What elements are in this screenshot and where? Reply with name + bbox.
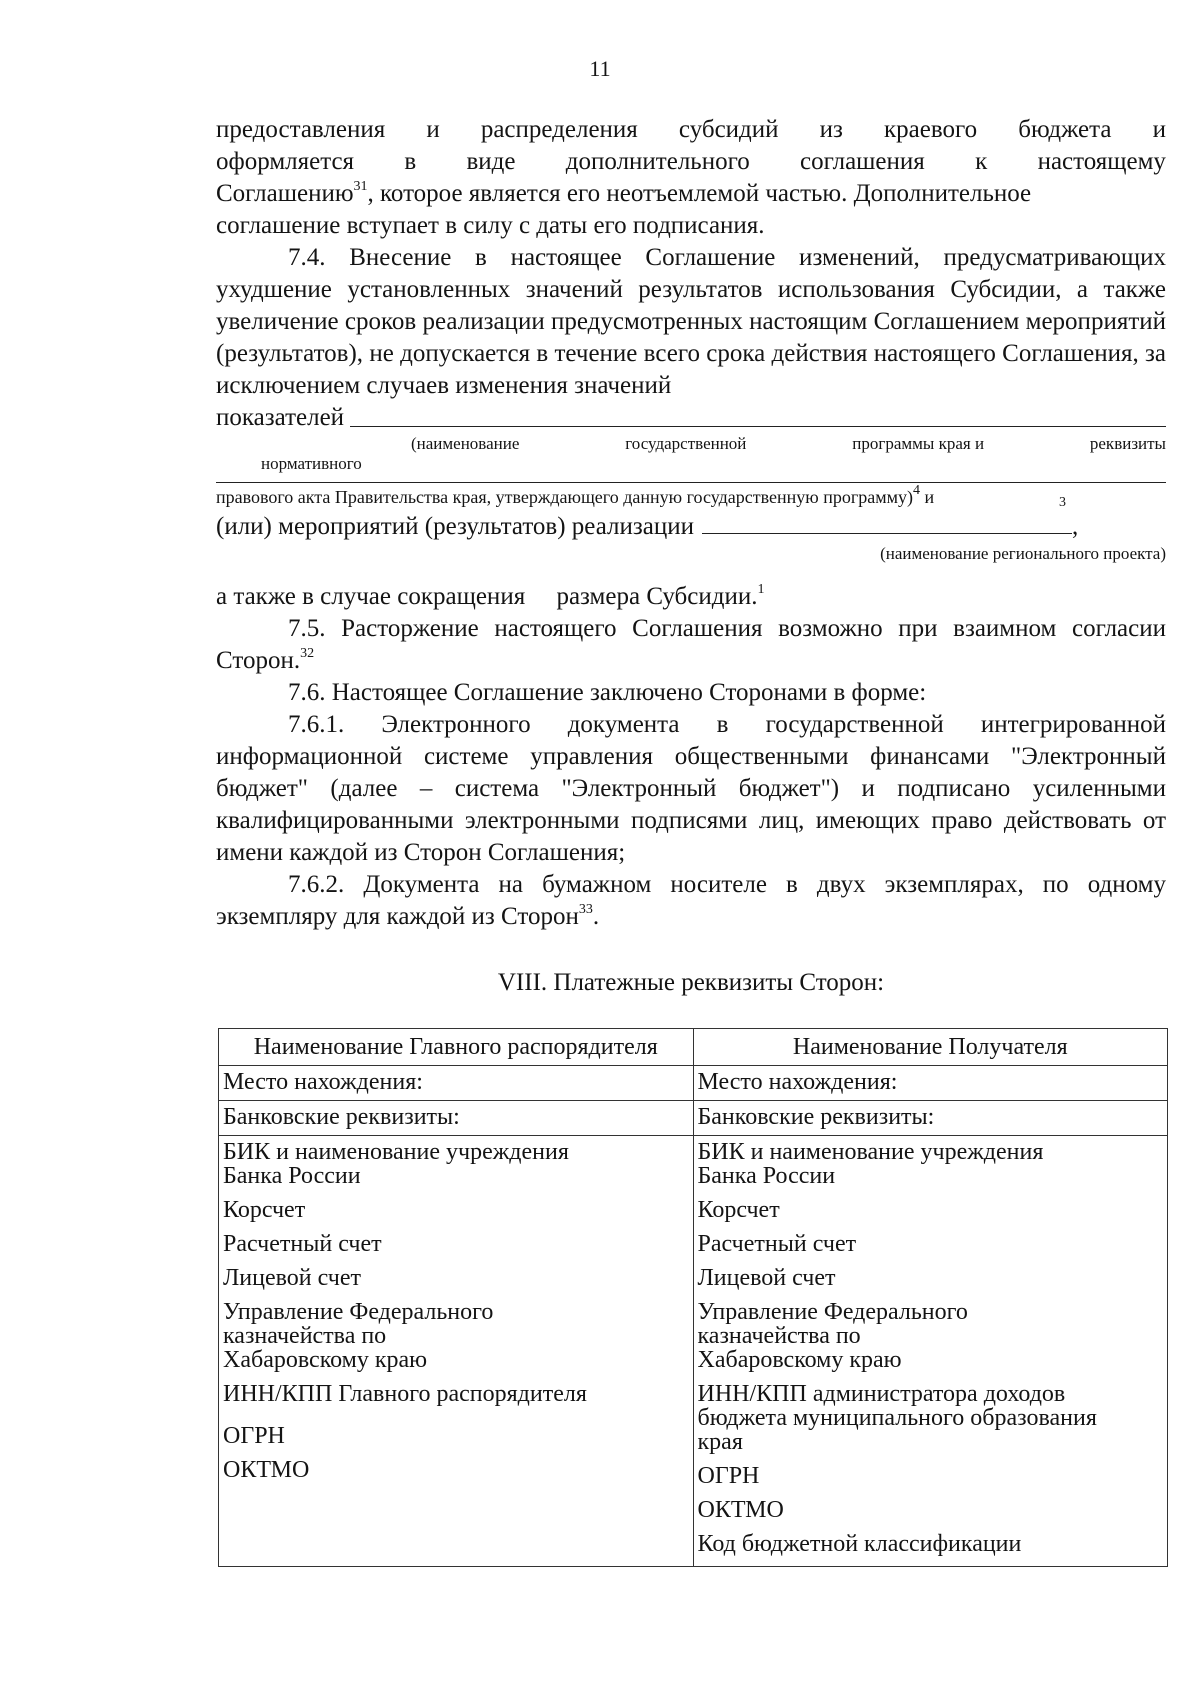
table-row [219, 1029, 1168, 1066]
paragraph-7-4: 7.4. Внесение в настоящее Соглашение изменений, предусматривающих ухудшение установленных значений результатов использования Субсидии, а также увеличение сроков реализации предусмотренных настоящим Соглашением мероприятий (результатов), не допускается в течение всего срока действия настоящего Соглашения, за исключением случаев изменения значений [216, 244, 1166, 399]
paragraph-7-5: 7.5. Расторжение настоящего Соглашения возможно при взаимном согласии Сторон.$^{32}$ [216, 615, 1166, 674]
indicators-line: показателей [216, 402, 1166, 434]
location-right: Место нахождения: [693, 1066, 1168, 1101]
reduction-line: а также в случае сокращения размера Субсидии.$^1$ [216, 581, 765, 610]
list-item: Код бюджетной классификации [697, 1531, 1022, 1557]
caption-normative: нормативного [261, 454, 362, 473]
list-item: ИНН/КПП администратора доходов бюджета муниципального образования края [697, 1381, 1097, 1455]
list-item: Корсчет [223, 1197, 306, 1223]
paragraph-7-3-line-4: соглашение вступает в силу с даты его подписания. [216, 212, 765, 239]
bank-left: Банковские реквизиты: [219, 1101, 694, 1136]
paragraph-7-3-line-3: Соглашению$^{31}$, которое является его неотъемлемой частью. Дополнительное [216, 178, 1032, 207]
blank-line [216, 474, 1166, 483]
list-item: ИНН/КПП Главного распорядителя [223, 1381, 587, 1407]
table-row [219, 1066, 1168, 1101]
paragraph-7-6-1: 7.6.1. Электронного документа в государственной интегрированной информационной системе управления общественными финансами "Электронный бюджет" (далее – система "Электронный бюджет") и подписано усиленными квалифицированными электронными подписями лиц, имеющих право действовать от имени каждой из Сторон Соглашения; [216, 711, 1166, 866]
list-item: Управление Федерального казначейства по Хабаровскому краю [223, 1299, 494, 1373]
caption-program-name: (наименование государственной программы края и реквизиты [411, 434, 1166, 453]
events-line: (или) мероприятий (результатов) реализации 3 , [216, 495, 1079, 540]
list-item: Управление Федерального казначейства по Хабаровскому краю [697, 1299, 968, 1373]
list-item: Расчетный счет [223, 1231, 382, 1257]
paragraph-7-3-line-1: предоставления и распределения субсидий из краевого бюджета и [216, 116, 1166, 143]
section-title: VIII. Платежные реквизиты Сторон: [497, 969, 885, 996]
header-recipient: Наименование Получателя [693, 1029, 1168, 1066]
caption-regional-project: (наименование регионального проекта) [880, 544, 1166, 563]
details-right [693, 1136, 1168, 1567]
list-item: Лицевой счет [697, 1265, 836, 1291]
footnote-ref: 31 [353, 178, 368, 194]
list-item: БИК и наименование учреждения Банка России [697, 1139, 1044, 1189]
list-item: ОКТМО [697, 1497, 784, 1523]
page-number: 11 [589, 56, 611, 81]
details-left [219, 1136, 694, 1567]
location-left: Место нахождения: [219, 1066, 694, 1101]
header-chief-administrator: Наименование Главного распорядителя [219, 1029, 694, 1066]
blank-line: 3 [702, 511, 1072, 534]
paragraph-7-6: 7.6. Настоящее Соглашение заключено Сторонами в форме: [288, 679, 927, 706]
paragraph-7-3-line-2: оформляется в виде дополнительного соглашения к настоящему [216, 148, 1166, 175]
list-item: ОКТМО [223, 1457, 310, 1483]
table-row [219, 1101, 1168, 1136]
blank-line [350, 402, 1166, 427]
list-item: Корсчет [697, 1197, 780, 1223]
list-item: ОГРН [697, 1463, 760, 1489]
list-item: БИК и наименование учреждения Банка России [223, 1139, 569, 1189]
table-row [219, 1136, 1168, 1567]
legal-act-caption: правового акта Правительства края, утверждающего данную государственную программу)$^4$ и [216, 483, 935, 507]
bank-right: Банковские реквизиты: [693, 1101, 1168, 1136]
payment-details-table [218, 1028, 1168, 1567]
paragraph-7-6-2: 7.6.2. Документа на бумажном носителе в двух экземплярах, по одному экземпляру для каждой из Сторон$^{33}$. [216, 871, 1166, 930]
list-item: Расчетный счет [697, 1231, 857, 1257]
list-item: Лицевой счет [223, 1265, 362, 1291]
list-item: ОГРН [223, 1423, 285, 1449]
agreement-text [216, 114, 1166, 1005]
